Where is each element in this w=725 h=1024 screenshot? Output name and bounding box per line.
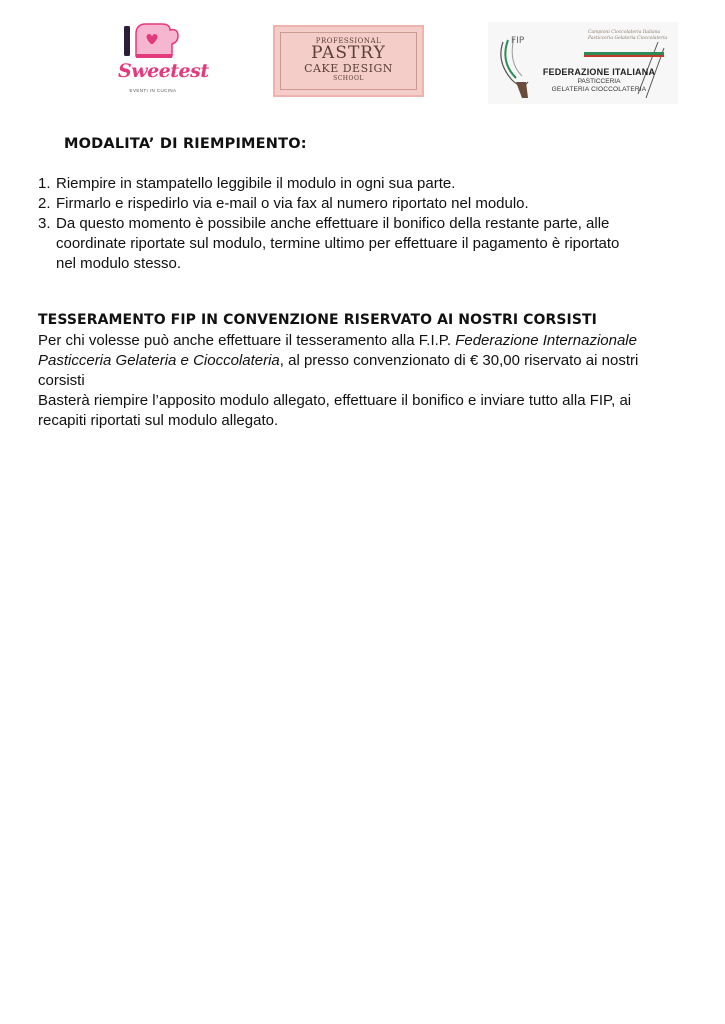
pastry-logo-line3: CAKE DESIGN [304, 62, 393, 75]
sweetest-logo [118, 20, 209, 102]
fip-mark-i: I [516, 36, 519, 46]
list-item-line: coordinate riportate sul modulo, termine ultimo per effettuare il pagamento è riportato [56, 235, 620, 252]
fip-title: FEDERAZIONE ITALIANA [542, 67, 656, 77]
pastry-logo-frame [280, 32, 417, 90]
paragraph-line: Basterà riempire l’apposito modulo allegato, effettuare il bonifico e inviare tutto alla FIP, ai [38, 392, 632, 409]
fip-mark-f: F [511, 36, 517, 46]
list-item-number: 1. [38, 175, 51, 192]
paragraph-line [38, 351, 700, 371]
list-item [38, 194, 698, 214]
section1-heading: MODALITA’ DI RIEMPIMENTO: [64, 136, 307, 152]
p1-italic-2: Pasticceria Gelateria e Cioccolateria [38, 352, 280, 369]
fip-logo [488, 22, 678, 104]
list-item-number: 2. [38, 195, 51, 212]
list-item-line: nel modulo stesso. [56, 255, 182, 272]
paragraph-line: recapiti riportati sul modulo allegato. [38, 412, 279, 429]
list-item [38, 214, 698, 274]
header-logos [0, 18, 725, 108]
pastry-logo-line1: PROFESSIONAL [315, 37, 382, 45]
list-item-text: Riempire in stampatello leggibile il modulo in ogni sua parte. [56, 175, 456, 192]
paragraph-line [38, 331, 700, 351]
fip-subtitle2: GELATERIA CIOCCOLATERIA [551, 86, 647, 93]
paragraph-line: corsisti [38, 372, 85, 389]
fip-script-text: Campioni Cioccolateria Italiana Pasticceria Gelateria Cioccolateria [588, 30, 668, 41]
list-item-text: Firmarlo e rispedirlo via e-mail o via fax al numero riportato nel modulo. [56, 195, 529, 212]
section2-heading: TESSERAMENTO FIP IN CONVENZIONE RISERVATO AI NOSTRI CORSISTI [38, 312, 597, 328]
pastry-school-logo [273, 25, 424, 97]
sweetest-tagline: EVENTI IN CUCINA [129, 88, 177, 93]
heart-glove-icon [118, 20, 188, 62]
fip-mark [511, 36, 524, 46]
p1-text-b: , al presso convenzionato di € 30,00 riservato ai nostri [279, 352, 639, 369]
steps-list [38, 174, 698, 274]
p1-text-a: Per chi volesse può anche effettuare il tesseramento alla F.I.P. [38, 332, 456, 349]
sweetest-wordmark: Sweetest [118, 60, 209, 82]
pastry-logo-line4: SCHOOL [333, 75, 364, 82]
pastry-logo-line2: PASTRY [311, 43, 386, 63]
fip-subtitle1: PASTICCERIA [577, 78, 621, 85]
list-item-number: 3. [38, 215, 51, 232]
list-item-line: Da questo momento è possibile anche effettuare il bonifico della restante parte, alle [56, 215, 610, 232]
list-item [38, 174, 698, 194]
p1-italic-1: Federazione Internazionale [455, 332, 637, 349]
section2-paragraph [38, 331, 700, 431]
fip-mark-p: P [518, 36, 525, 46]
